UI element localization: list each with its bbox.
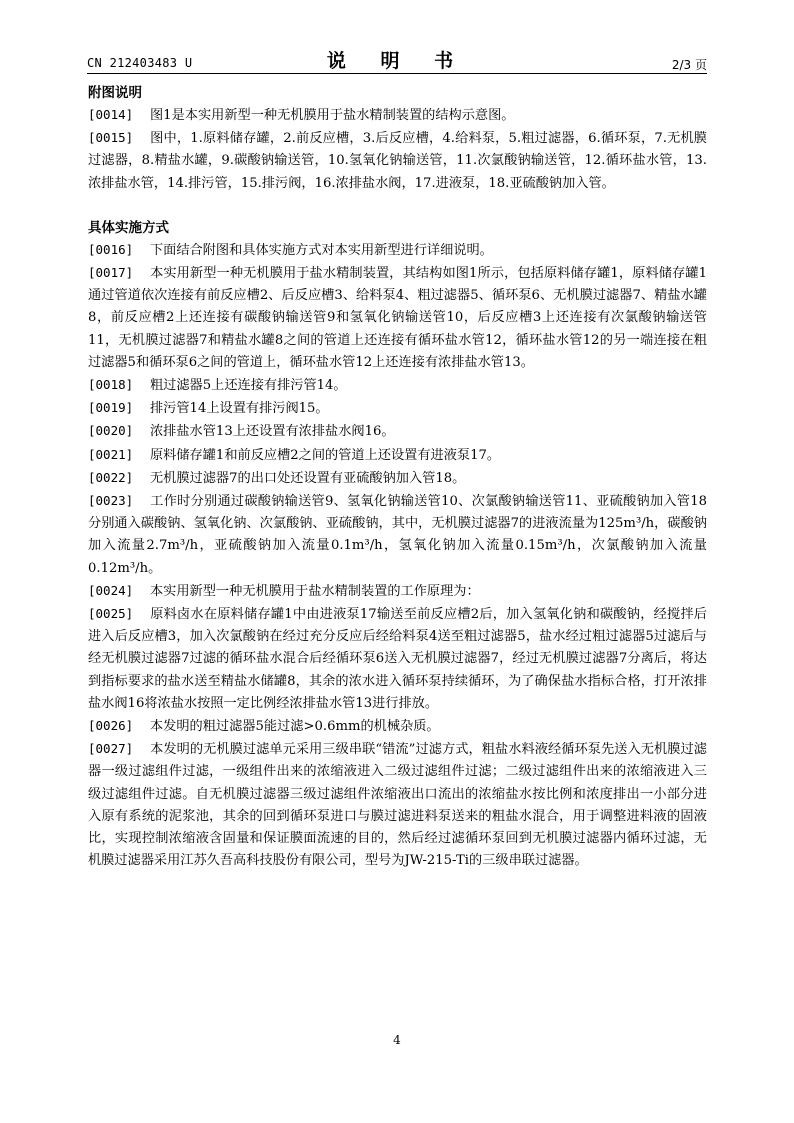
paragraph-number: [0018]: [88, 377, 134, 393]
paragraph: [88, 374, 707, 397]
paragraph: [88, 738, 707, 872]
paragraph-number: [0024]: [88, 582, 134, 598]
paragraph: [88, 580, 707, 603]
paragraph-text: 本实用新型一种无机膜用于盐水精制装置，其结构如图1所示，包括原料储存罐1，原料储存罐1通过管道依次连接有前反应槽2、后反应槽3、给料泵4、粗过滤器5、循环泵6、无机膜过滤器7、精盐水罐8，前反应槽2上还连接有碳酸钠输送管9和氢氧化钠输送管10，后反应槽3上还连接有次氯酸钠输送管11，无机膜过滤器7和精盐水罐8之间的管道上还连接有循环盐水管12，循环盐水管12的另一端连接在粗过滤器5和循环泵6之间的管道上，循环盐水管12上还连接有浓排盐水管13。: [88, 266, 707, 370]
paragraph-number: [0027]: [88, 741, 134, 757]
paragraph: [88, 262, 707, 374]
paragraph-text: 本发明的无机膜过滤单元采用三级串联“错流”过滤方式，粗盐水料液经循环泵先送入无机膜过滤器一级过滤组件过滤，一级组件出来的浓缩液进入二级过滤组件过滤；二级过滤组件出来的浓缩液进入三级过滤组件过滤。自无机膜过滤器三级过滤组件浓缩液出口流出的浓缩盐水按比例和浓度排出一小部分进入原有系统的泥浆池，其余的回到循环泵进口与膜过滤进料泵送来的粗盐水混合，用于调整进料液的固液比，实现控制浓缩液含固量和保证膜面流速的目的，然后经过滤循环泵回到无机膜过滤器内循环过滤，无机膜过滤器采用江苏久吾高科技股份有限公司，型号为JW-215-Ti的三级串联过滤器。: [88, 742, 707, 869]
page-number: 4: [393, 1033, 401, 1047]
paragraph-number: [0016]: [88, 241, 134, 257]
paragraph-text: 工作时分别通过碳酸钠输送管9、氢氧化钠输送管10、次氯酸钠输送管11、亚硫酸钠加入管18分别通入碳酸钠、氢氧化钠、次氯酸钠、亚硫酸钠，其中，无机膜过滤器7的进液流量为125m³/h，碳酸钠加入流量2.7m³/h，亚硫酸钠加入流量0.1m³/h，氢氧化钠加入流量0.15m³/h，次氯酸钠加入流量0.12m³/h。: [88, 494, 707, 576]
paragraph-number: [0015]: [88, 130, 134, 146]
paragraph-text: 排污管14上设置有排污阀15。: [150, 401, 329, 417]
paragraph: [88, 467, 707, 490]
document-title: 说 明 书: [326, 50, 468, 72]
paragraph-number: [0023]: [88, 493, 134, 509]
paragraph: [88, 444, 707, 467]
paragraph: [88, 104, 707, 127]
paragraph: [88, 397, 707, 420]
patent-number: CN 212403483 U: [87, 56, 193, 70]
section-title: 具体实施方式: [88, 219, 169, 236]
page-header: [87, 46, 707, 72]
paragraph-text: 下面结合附图和具体实施方式对本实用新型进行详细说明。: [150, 242, 493, 258]
paragraph: [88, 420, 707, 443]
paragraph-number: [0026]: [88, 718, 134, 734]
paragraph: [88, 239, 707, 262]
paragraph: [88, 127, 707, 195]
paragraph-text: 粗过滤器5上还连接有排污管14。: [150, 378, 347, 394]
paragraph-text: 浓排盐水管13上还设置有浓排盐水阀16。: [150, 424, 395, 440]
paragraph-text: 无机膜过滤器7的出口处还设置有亚硫酸钠加入管18。: [150, 470, 466, 486]
paragraph-text: 原料卤水在原料储存罐1中由进液泵17输送至前反应槽2后，加入氢氧化钠和碳酸钠，经搅拌后进入后反应槽3，加入次氯酸钠在经过充分反应后经给料泵4送至粗过滤器5，盐水经过粗过滤器5过滤后与经无机膜过滤器7过滤的循环盐水混合后经循环泵6送入无机膜过滤器7，经过无机膜过滤器7分离后，将达到指标要求的盐水送至精盐水储罐8，其余的浓水进入循环泵持续循环，为了确保盐水指标合格，打开浓排盐水阀16将浓盐水按照一定比例经浓排盐水管13进行排放。: [88, 607, 707, 711]
paragraph: [88, 490, 707, 580]
paragraph-text: 本实用新型一种无机膜用于盐水精制装置的工作原理为：: [150, 583, 480, 599]
paragraph-number: [0019]: [88, 400, 134, 416]
paragraph-text: 图中，1.原料储存罐，2.前反应槽，3.后反应槽，4.给料泵，5.粗过滤器，6.循环泵，7.无机膜过滤器，8.精盐水罐，9.碳酸钠输送管，10.氢氧化钠输送管，11.次氯酸钠输送管，12.循环盐水管，13.浓排盐水管，14.排污管，15.排污阀，16.浓排盐水阀，17.进液泵，18.亚硫酸钠加入管。: [88, 131, 707, 191]
paragraph-number: [0025]: [88, 606, 134, 622]
document-body: [88, 82, 707, 873]
paragraph-number: [0021]: [88, 446, 134, 462]
paragraph-text: 原料储存罐1和前反应槽2之间的管道上还设置有进液泵17。: [150, 447, 501, 463]
header-divider: [87, 73, 707, 74]
section-gap: [88, 195, 707, 217]
paragraph-number: [0017]: [88, 265, 134, 281]
paragraph: [88, 603, 707, 715]
paragraph-text: 图1是本实用新型一种无机膜用于盐水精制装置的结构示意图。: [150, 108, 515, 123]
paragraph-number: [0014]: [88, 107, 134, 122]
paragraph-text: 本发明的粗过滤器5能过滤>0.6mm的机械杂质。: [150, 719, 440, 735]
paragraph-number: [0022]: [88, 469, 134, 485]
paragraph: [88, 715, 707, 738]
paragraph-number: [0020]: [88, 423, 134, 439]
section-title: 附图说明: [88, 85, 142, 101]
page-indicator: 2/3 页: [671, 58, 707, 72]
